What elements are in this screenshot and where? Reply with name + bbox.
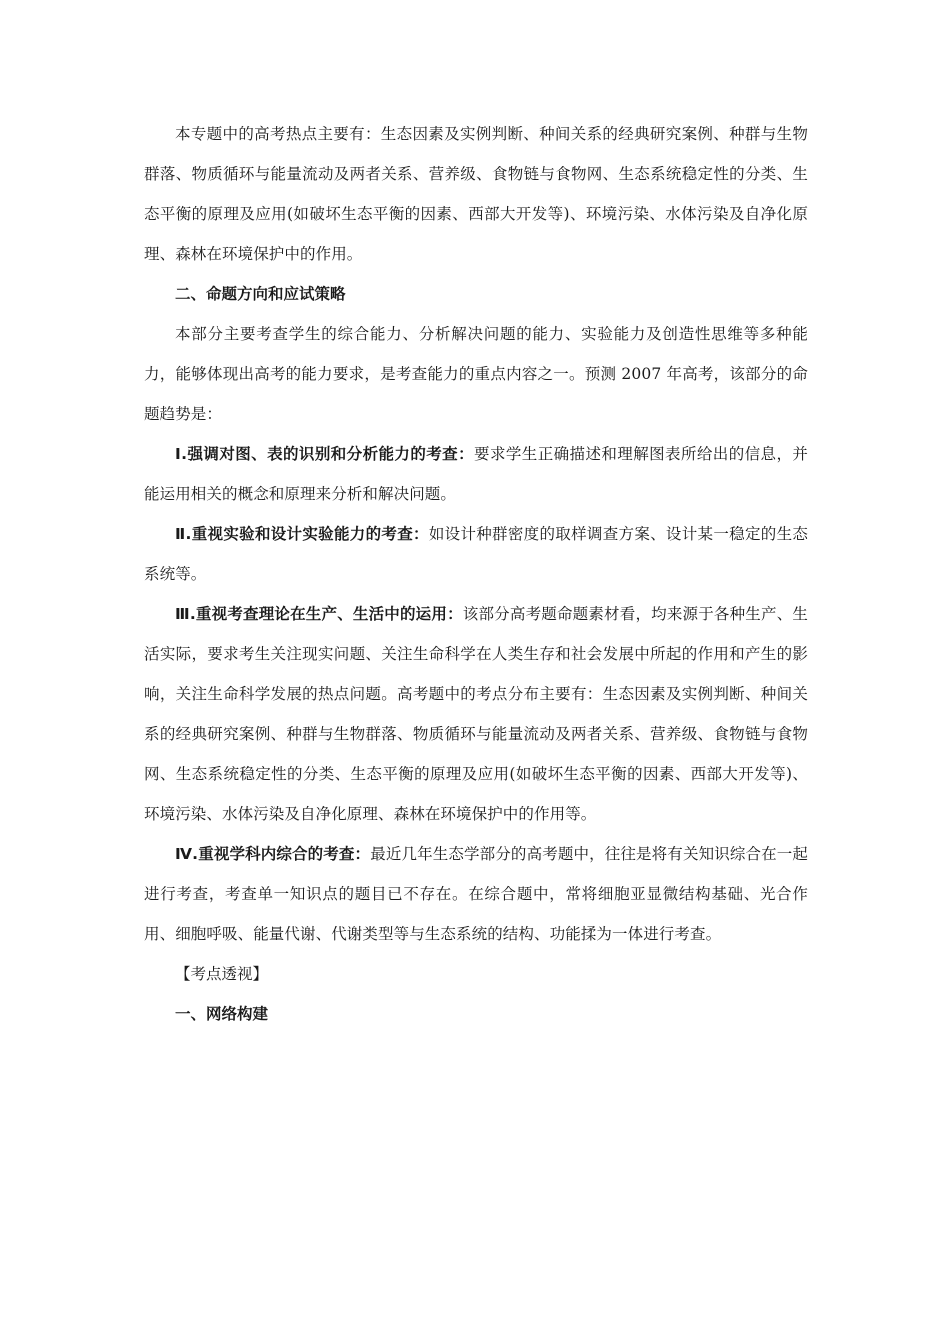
point-text-4: 最近几年生态学部分的高考题中，往往是将有关知识综合在一起进行考查，考查单一知识点的题目已不存在。在综合题中，常将细胞亚显微结构基础、光合作用、细胞呼吸、能量代谢、代谢类型等与生态系统的结构、功能揉为一体进行考查。 xyxy=(144,845,808,943)
point-text-3: 该部分高考题命题素材看，均来源于各种生产、生活实际，要求考生关注现实问题、关注生命科学在人类生存和社会发展中所起的作用和产生的影响，关注生命科学发展的热点问题。高考题中的考点分布主要有：生态因素及实例判断、种间关系的经典研究案例、种群与生物群落、物质循环与能量流动及两者关系、营养级、食物链与食物网、生态系统稳定性的分类、生态平衡的原理及应用(如破坏生态平衡的因素、西部大开发等)、环境污染、水体污染及自净化原理、森林在环境保护中的作用等。 xyxy=(144,605,809,823)
section-intro-paragraph: 本部分主要考查学生的综合能力、分析解决问题的能力、实验能力及创造性思维等多种能力，能够体现出高考的能力要求，是考查能力的重点内容之一。预测 2007 年高考，该部分的命题趋势是： xyxy=(144,325,808,423)
point-text-1: 要求学生正确描述和理解图表所给出的信息，并能运用相关的概念和原理来分析和解决问题。 xyxy=(144,445,808,503)
document-page xyxy=(144,114,808,1034)
point-lead-3: Ⅲ.重视考查理论在生产、生活中的运用： xyxy=(175,605,463,623)
network-construction-heading: 一、网络构建 xyxy=(175,1005,269,1023)
point-text-2: 如设计种群密度的取样调查方案、设计某一稳定的生态系统等。 xyxy=(144,525,808,583)
section-heading-command-direction: 二、命题方向和应试策略 xyxy=(175,285,346,303)
point-paragraph-3 xyxy=(144,594,808,834)
point-lead-2: Ⅱ.重视实验和设计实验能力的考查： xyxy=(175,525,429,543)
point-lead-4: Ⅳ.重视学科内综合的考查： xyxy=(175,845,371,863)
exam-focus-heading: 【考点透视】 xyxy=(175,965,269,983)
point-paragraph-1 xyxy=(144,434,808,514)
point-paragraph-2 xyxy=(144,514,808,594)
point-paragraph-4 xyxy=(144,834,808,954)
intro-paragraph: 本专题中的高考热点主要有：生态因素及实例判断、种间关系的经典研究案例、种群与生物群落、物质循环与能量流动及两者关系、营养级、食物链与食物网、生态系统稳定性的分类、生态平衡的原理及应用(如破坏生态平衡的因素、西部大开发等)、环境污染、水体污染及自净化原理、森林在环境保护中的作用。 xyxy=(144,125,808,263)
point-lead-1: Ⅰ.强调对图、表的识别和分析能力的考查： xyxy=(175,445,475,463)
